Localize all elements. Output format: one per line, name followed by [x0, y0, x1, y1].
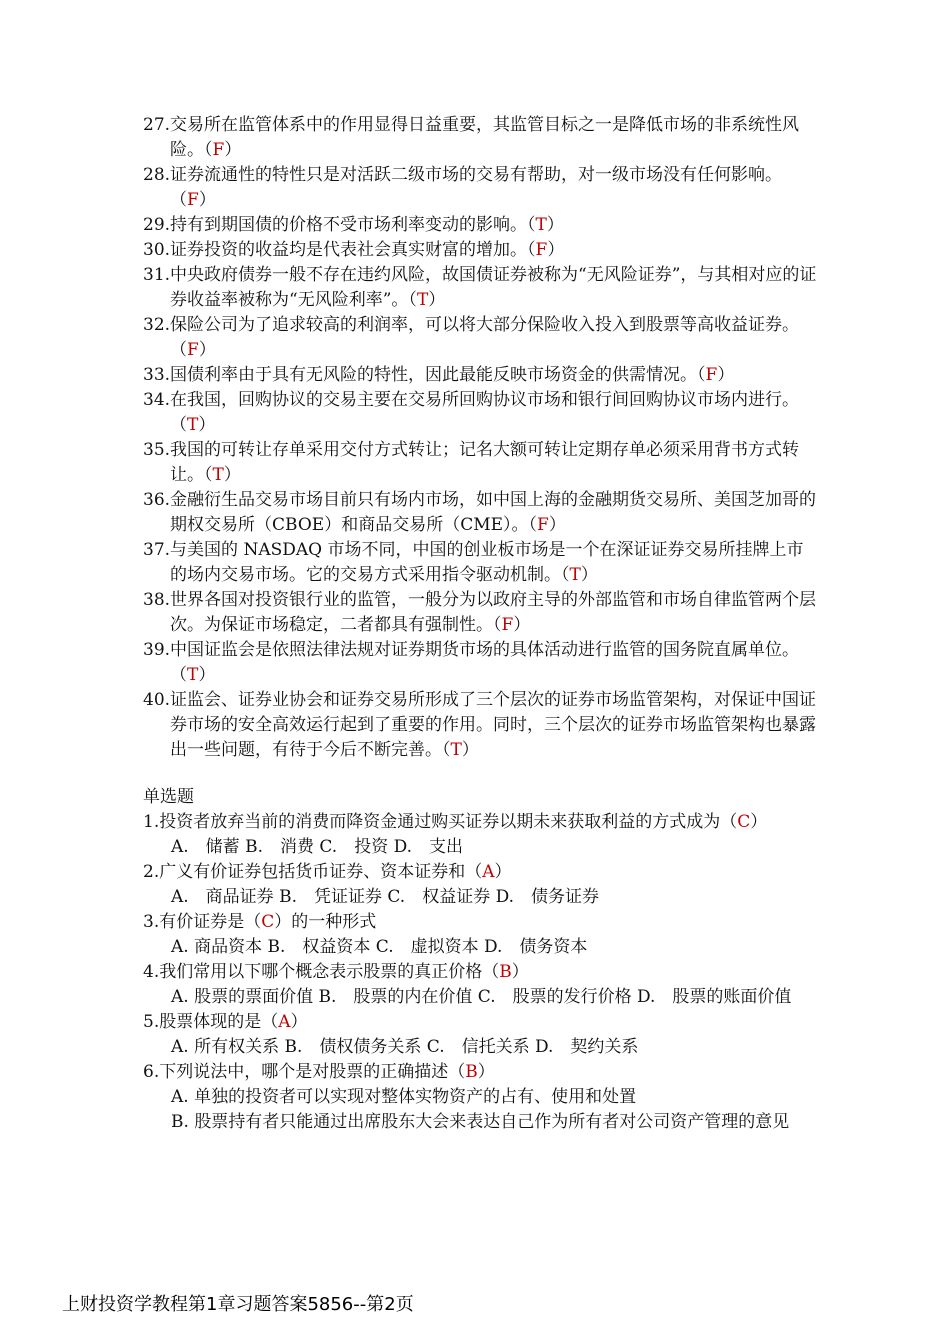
option-b: [171, 1110, 818, 1135]
answer-mark: F: [212, 140, 225, 160]
item-text: 世界各国对投资银行业的监管，一般分为以政府主导的外部监管和市场自律监管两个层次。为保证市场稳定，二者都具有强制性。（: [170, 590, 817, 635]
item-text: 国债利率由于具有无风险的特性，因此最能反映市场资金的供需情况。（: [170, 365, 706, 385]
options: [143, 1085, 818, 1135]
mc-question-1: 1. 投资者放弃当前的消费而降资金通过购买证券以期未来获取利益的方式成为（C）: [143, 810, 818, 835]
answer-mark: F: [187, 190, 199, 210]
item-text: 中国证监会是依照法律法规对证券期货市场的具体活动进行监管的国务院直属单位。（: [170, 640, 800, 685]
item-text: 与美国的 NASDAQ 市场不同，中国的创业板市场是一个在深证证券交易所挂牌上市的场内交易市场。它的交易方式采用指令驱动机制。（: [170, 540, 804, 585]
item-number: 6.: [143, 1062, 160, 1082]
mc-question-3: 3. 有价证券是（C）的一种形式: [143, 910, 818, 935]
item-number: 35.: [143, 440, 171, 460]
tf-item-38: 38. 世界各国对投资银行业的监管，一般分为以政府主导的外部监管和市场自律监管两个层次。为保证市场稳定，二者都具有强制性。（F）: [143, 588, 818, 638]
answer-mark: A: [278, 1012, 291, 1032]
mc-question-5: 5. 股票体现的是（A）: [143, 1010, 818, 1035]
tf-item-39: 39. 中国证监会是依照法律法规对证券期货市场的具体活动进行监管的国务院直属单位。（T）: [143, 638, 818, 688]
question-text: 我们常用以下哪个概念表示股票的真正价格（: [159, 962, 500, 982]
tf-item-28: 28. 证券流通性的特性只是对活跃二级市场的交易有帮助，对一级市场没有任何影响。（F）: [143, 163, 818, 213]
item-text: 金融衍生品交易市场目前只有场内市场，如中国上海的金融期货交易所、美国芝加哥的期权交易所（CBOE）和商品交易所（CME）。（: [170, 490, 817, 535]
tf-item-37: 37. 与美国的 NASDAQ 市场不同，中国的创业板市场是一个在深证证券交易所挂牌上市的场内交易市场。它的交易方式采用指令驱动机制。（T）: [143, 538, 818, 588]
answer-mark: T: [212, 465, 224, 485]
options: [143, 835, 818, 860]
multiple-choice-section: [143, 785, 818, 1135]
option-label: A.: [171, 1087, 189, 1107]
option-line: A. 所有权关系 B. 债权债务关系 C. 信托关系 D. 契约关系: [171, 1037, 639, 1057]
answer-mark: F: [535, 240, 548, 260]
answer-mark: F: [501, 615, 514, 635]
tf-item-32: 32. 保险公司为了追求较高的利润率，可以将大部分保险收入投入到股票等高收益证券。（F）: [143, 313, 818, 363]
option-line: A. 商品资本 B. 权益资本 C. 虚拟资本 D. 债务资本: [171, 937, 588, 957]
page-footer: 上财投资学教程第1章习题答案5856--第2页: [62, 1294, 414, 1315]
tf-item-40: 40. 证监会、证券业协会和证券交易所形成了三个层次的证券市场监管架构，对保证中国证券市场的安全高效运行起到了重要的作用。同时，三个层次的证券市场监管架构也暴露出一些问题，有待于今后不断完善。（T）: [143, 688, 818, 763]
options: [143, 885, 818, 910]
item-number: 32.: [143, 315, 171, 335]
tf-item-36: 36. 金融衍生品交易市场目前只有场内市场，如中国上海的金融期货交易所、美国芝加哥的期权交易所（CBOE）和商品交易所（CME）。（F）: [143, 488, 818, 538]
question-text: 广义有价证券包括货币证券、资本证券和（: [159, 862, 483, 882]
option-line: A. 储蓄 B. 消费 C. 投资 D. 支出: [171, 837, 464, 857]
item-number: 37.: [143, 540, 171, 560]
tf-item-29: 29. 持有到期国债的价格不受市场利率变动的影响。（T）: [143, 213, 818, 238]
option-line: A. 股票的票面价值 B. 股票的内在价值 C. 股票的发行价格 D. 股票的账面价值: [171, 987, 792, 1007]
item-number: 33.: [143, 365, 171, 385]
options: [143, 1035, 818, 1060]
item-number: 30.: [143, 240, 171, 260]
question-text: 股票体现的是（: [159, 1012, 279, 1032]
answer-mark: F: [187, 340, 199, 360]
answer-mark: T: [416, 290, 429, 310]
answer-mark: T: [187, 665, 199, 685]
mc-question-4: 4. 我们常用以下哪个概念表示股票的真正价格（B）: [143, 960, 818, 985]
item-number: 1.: [143, 812, 160, 832]
tf-item-30: 30. 证券投资的收益均是代表社会真实财富的增加。（F）: [143, 238, 818, 263]
section-heading: 单选题: [143, 787, 194, 807]
option-a: [171, 1085, 818, 1110]
item-number: 38.: [143, 590, 171, 610]
item-number: 28.: [143, 165, 171, 185]
mc-question-6: 6. 下列说法中，哪个是对股票的正确描述（B）: [143, 1060, 818, 1085]
answer-mark: T: [187, 415, 199, 435]
tf-item-27: 27. 交易所在监管体系中的作用显得日益重要，其监管目标之一是降低市场的非系统性风险。（F）: [143, 113, 818, 163]
item-text: 证券投资的收益均是代表社会真实财富的增加。（: [170, 240, 536, 260]
answer-mark: A: [482, 862, 495, 882]
item-number: 3.: [143, 912, 160, 932]
item-text: 持有到期国债的价格不受市场利率变动的影响。（: [170, 215, 536, 235]
answer-mark: B: [465, 1062, 478, 1082]
item-text: 保险公司为了追求较高的利润率，可以将大部分保险收入投入到股票等高收益证券。（: [170, 315, 800, 360]
item-number: 2.: [143, 862, 160, 882]
true-false-list: [143, 113, 818, 763]
option-text: 股票持有者只能通过出席股东大会来表达自己作为所有者对公司资产管理的意见: [194, 1112, 790, 1132]
answer-mark: F: [705, 365, 718, 385]
answer-mark: T: [569, 565, 581, 585]
item-number: 5.: [143, 1012, 160, 1032]
item-text: 证监会、证券业协会和证券交易所形成了三个层次的证券市场监管架构，对保证中国证券市场的安全高效运行起到了重要的作用。同时，三个层次的证券市场监管架构也暴露出一些问题，有待于今后不断完善。（: [170, 690, 817, 760]
tf-item-34: 34. 在我国，回购协议的交易主要在交易所回购协议市场和银行间回购协议市场内进行。（T）: [143, 388, 818, 438]
item-number: 36.: [143, 490, 171, 510]
answer-mark: F: [537, 515, 549, 535]
answer-mark: T: [535, 215, 547, 235]
item-number: 39.: [143, 640, 171, 660]
option-line: A. 商品证券 B. 凭证证券 C. 权益证券 D. 债务证券: [171, 887, 600, 907]
option-text: 单独的投资者可以实现对整体实物资产的占有、使用和处置: [194, 1087, 637, 1107]
option-label: B.: [171, 1112, 189, 1132]
tf-item-33: 33. 国债利率由于具有无风险的特性，因此最能反映市场资金的供需情况。（F）: [143, 363, 818, 388]
item-text: 中央政府债券一般不存在违约风险，故国债证券被称为“无风险证券”，与其相对应的证券收益率被称为“无风险利率”。（: [170, 265, 817, 310]
answer-mark: T: [450, 740, 462, 760]
answer-mark: B: [499, 962, 512, 982]
item-number: 4.: [143, 962, 160, 982]
mc-question-2: 2. 广义有价证券包括货币证券、资本证券和（A）: [143, 860, 818, 885]
item-number: 34.: [143, 390, 171, 410]
answer-mark: C: [261, 912, 275, 932]
item-text: 交易所在监管体系中的作用显得日益重要，其监管目标之一是降低市场的非系统性风险。（: [170, 115, 800, 160]
item-number: 27.: [143, 115, 171, 135]
tf-item-31: 31. 中央政府债券一般不存在违约风险，故国债证券被称为“无风险证券”，与其相对应的证券收益率被称为“无风险利率”。（T）: [143, 263, 818, 313]
item-text: 证券流通性的特性只是对活跃二级市场的交易有帮助，对一级市场没有任何影响。（: [170, 165, 783, 210]
item-number: 31.: [143, 265, 171, 285]
question-text: 投资者放弃当前的消费而降资金通过购买证券以期未来获取利益的方式成为（: [159, 812, 738, 832]
answer-mark: C: [737, 812, 751, 832]
item-text: 在我国，回购协议的交易主要在交易所回购协议市场和银行间回购协议市场内进行。（: [170, 390, 800, 435]
item-number: 29.: [143, 215, 171, 235]
item-text: 我国的可转让存单采用交付方式转让；记名大额可转让定期存单必须采用背书方式转让。（: [170, 440, 800, 485]
options: [143, 935, 818, 960]
question-text: 有价证券是（: [159, 912, 262, 932]
options: [143, 985, 818, 1010]
item-number: 40.: [143, 690, 171, 710]
question-text: 下列说法中，哪个是对股票的正确描述（: [159, 1062, 466, 1082]
tf-item-35: 35. 我国的可转让存单采用交付方式转让；记名大额可转让定期存单必须采用背书方式转让。（T）: [143, 438, 818, 488]
